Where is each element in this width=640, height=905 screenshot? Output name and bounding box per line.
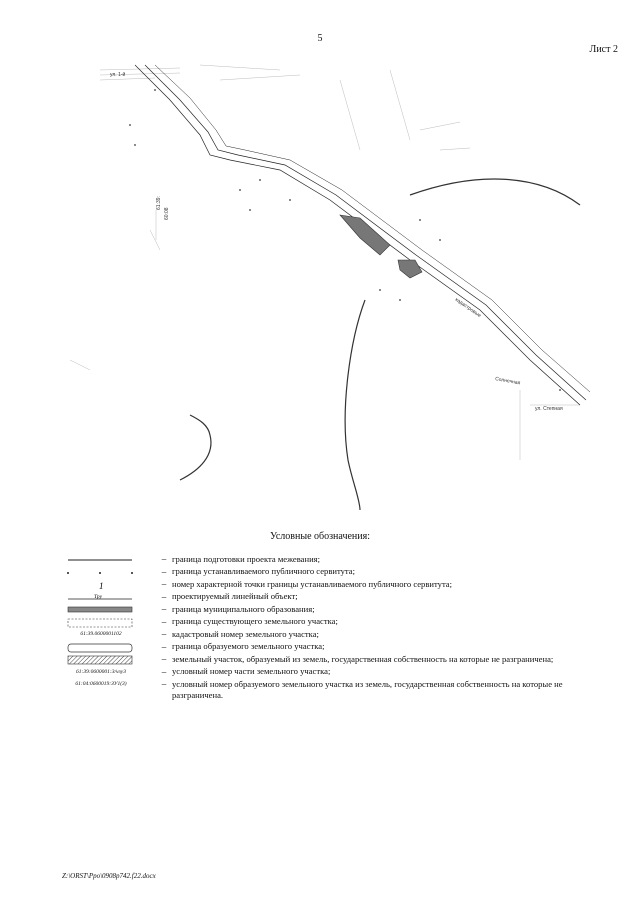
- legend-row: [62, 666, 602, 678]
- curve-west: [180, 415, 211, 480]
- legend-text: граница подготовки проекта межевания;: [172, 553, 321, 564]
- legend-text: граница существующего земельного участка;: [172, 616, 338, 626]
- footer-path: Z:\ORST\Ppo\0908p742.f22.docx: [62, 872, 156, 880]
- legend-row: [62, 591, 602, 603]
- symbol-municipal: [62, 603, 140, 615]
- legend-row: [62, 566, 602, 578]
- symbol-linear-object: [62, 591, 140, 603]
- new-plot-code-label: 61:04:0600019:ЗУ1(3): [75, 681, 127, 687]
- legend-row: [62, 553, 602, 565]
- hatched-plot-1: [340, 215, 390, 255]
- symbol-hatched: [62, 653, 140, 665]
- legend-text: граница образуемого земельного участка;: [172, 641, 325, 651]
- hatched-plot-2: [398, 260, 422, 278]
- symbol-dashed-box: [62, 616, 140, 628]
- legend-text: проектируемый линейный объект;: [172, 591, 298, 601]
- symbol-dots: [62, 566, 140, 578]
- map-label-2: 61:39:: [156, 196, 162, 210]
- dash: –: [161, 666, 167, 677]
- legend-text: условный номер части земельного участка;: [172, 666, 331, 676]
- curve-south: [345, 300, 365, 510]
- page-number: 5: [317, 33, 323, 44]
- dash: –: [161, 629, 167, 639]
- map-label-4: кадастровые: [453, 296, 483, 319]
- dash: –: [161, 554, 167, 564]
- dash: –: [161, 654, 167, 664]
- symbol-part-code: [62, 666, 140, 678]
- dash: –: [161, 579, 167, 589]
- legend-row: [62, 653, 602, 665]
- legend-text: граница муниципального образования;: [172, 603, 315, 614]
- legend: [62, 553, 602, 701]
- curve-east: [410, 179, 580, 205]
- linear-object-label: Тру: [94, 593, 103, 600]
- dash: –: [161, 679, 167, 689]
- legend-text: условный номер образуемого земельного участка из земель, государственная собственность на которые не разграничена.: [172, 678, 563, 700]
- sheet-label: Лист 2: [589, 44, 618, 55]
- legend-row: [62, 603, 602, 615]
- legend-text: номер характерной точки границы устанавливаемого публичного сервитута;: [172, 578, 453, 589]
- legend-row: [62, 678, 602, 701]
- legend-row: [62, 578, 602, 590]
- site-map: [60, 60, 600, 510]
- road-line-3: [155, 65, 590, 392]
- map-label-5: Солнечная: [494, 376, 521, 387]
- symbol-line-thin: [62, 553, 140, 565]
- map-label-6: ул. Степная: [535, 406, 563, 412]
- legend-text: земельный участок, образуемый из земель, государственная собственность на которые не разграничена;: [172, 653, 554, 664]
- legend-text: граница устанавливаемого публичного сервитута;: [172, 566, 355, 576]
- map-label-3: 60:08: [164, 207, 170, 220]
- point-number-label: 1: [99, 581, 104, 591]
- symbol-point-number: [62, 578, 140, 590]
- dash: –: [161, 641, 167, 652]
- symbol-rounded-box: [62, 641, 140, 653]
- dash: –: [161, 566, 167, 577]
- legend-title: Условные обозначения:: [269, 531, 370, 542]
- symbol-cadastral-code: [62, 628, 140, 640]
- dash: –: [161, 591, 167, 602]
- legend-text: кадастровый номер земельного участка;: [172, 628, 319, 639]
- dash: –: [161, 604, 167, 614]
- legend-row: [62, 641, 602, 653]
- legend-row: [62, 616, 602, 628]
- part-code-label: 61:39:0600001:3/чзу3: [76, 668, 126, 675]
- legend-row: [62, 628, 602, 640]
- symbol-new-plot-code: [62, 678, 140, 690]
- cadastral-code-label: 61:39.0600001102: [80, 631, 122, 637]
- dash: –: [161, 616, 167, 627]
- map-label-1: ул. 1-й: [110, 72, 126, 78]
